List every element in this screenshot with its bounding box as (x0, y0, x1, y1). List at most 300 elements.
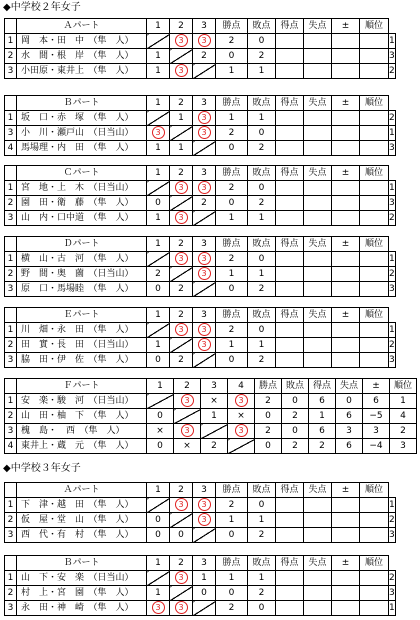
pair-name: 山 下・安 楽 （日当山） (17, 571, 147, 586)
column-header: 順位 (390, 379, 417, 394)
self-match-cell (147, 252, 170, 267)
column-header: 1 (147, 483, 170, 498)
pair-name: 脇 田・伊 佐 （隼 人） (17, 353, 147, 368)
stat-cell (276, 49, 304, 64)
table-row (5, 338, 396, 353)
win-score-cell (193, 498, 216, 513)
win-mark: 3 (175, 34, 188, 47)
win-mark: 3 (181, 394, 194, 407)
stat-cell (360, 586, 389, 601)
match-score-cell: 1 (170, 111, 193, 126)
stat-cell: 2 (216, 126, 248, 141)
header-blank (5, 96, 17, 111)
row-number: 2 (5, 267, 17, 282)
pair-name: 山 内・口中道 （隼 人） (17, 211, 147, 226)
stat-cell (332, 49, 360, 64)
row-number: 3 (5, 211, 17, 226)
stat-cell (304, 282, 332, 297)
pair-name: 小田原・東井上 （隼 人） (17, 64, 147, 79)
stat-cell: 2 (282, 409, 309, 424)
stat-cell (332, 196, 360, 211)
table-row (5, 111, 396, 126)
column-header: 3 (201, 379, 228, 394)
win-score-cell (193, 267, 216, 282)
stat-cell (304, 338, 332, 353)
win-score-cell (170, 211, 193, 226)
win-mark: 3 (235, 424, 248, 437)
stat-cell: 1 (248, 267, 276, 282)
rank-cell: 1 (389, 601, 396, 616)
column-header: 3 (193, 483, 216, 498)
match-score-cell: 2 (170, 282, 193, 297)
pool-table (4, 18, 396, 79)
column-header: 失点 (304, 483, 332, 498)
match-score-cell: 0 (147, 513, 170, 528)
stat-cell (304, 49, 332, 64)
match-score-cell: 2 (170, 353, 193, 368)
rank-cell: 2 (389, 64, 396, 79)
row-number: 2 (5, 409, 17, 424)
stat-cell: 6 (309, 394, 336, 409)
column-header: 3 (193, 556, 216, 571)
rank-cell: 4 (390, 409, 417, 424)
column-header: 1 (147, 166, 170, 181)
stat-cell: 0 (216, 586, 248, 601)
rank-cell: 3 (390, 439, 417, 454)
stat-cell (304, 211, 332, 226)
stat-cell (276, 141, 304, 156)
stat-cell (332, 353, 360, 368)
stat-cell: 0 (248, 34, 276, 49)
stat-cell: 2 (216, 252, 248, 267)
win-score-cell (170, 34, 193, 49)
self-match-cell (193, 141, 216, 156)
win-score-cell (193, 252, 216, 267)
self-match-cell (170, 196, 193, 211)
self-match-cell (170, 338, 193, 353)
win-mark: 3 (198, 338, 211, 351)
pair-name: 西 代・有 村 （隼 人） (17, 528, 147, 543)
column-header: 勝点 (216, 166, 248, 181)
stat-cell: 2 (255, 424, 282, 439)
column-header: 2 (170, 308, 193, 323)
stat-cell: 2 (282, 439, 309, 454)
table-row (5, 323, 396, 338)
rank-cell: 2 (389, 211, 396, 226)
self-match-cell (193, 601, 216, 616)
table-row (5, 181, 396, 196)
stat-cell (332, 126, 360, 141)
column-header: 敗点 (248, 237, 276, 252)
match-score-cell: × (201, 394, 228, 409)
win-mark: 3 (175, 323, 188, 336)
pair-name: 小 川・瀬戸山 （日当山） (17, 126, 147, 141)
stat-cell: 0 (255, 439, 282, 454)
pool-name: Ａパート (17, 19, 147, 34)
row-number: 2 (5, 49, 17, 64)
stat-cell (332, 513, 360, 528)
column-header: ± (332, 19, 360, 34)
header-blank (5, 556, 17, 571)
row-number: 3 (5, 126, 17, 141)
stat-cell (304, 196, 332, 211)
table-row (5, 141, 396, 156)
column-header: 順位 (360, 556, 389, 571)
stat-cell: 2 (248, 528, 276, 543)
stat-cell (360, 141, 389, 156)
win-score-cell (193, 513, 216, 528)
column-header: 勝点 (216, 237, 248, 252)
stat-cell (304, 323, 332, 338)
match-score-cell: × (147, 424, 174, 439)
stat-cell (276, 34, 304, 49)
match-score-cell: 0 (147, 353, 170, 368)
pool-name: Ａパート (17, 483, 147, 498)
win-score-cell (193, 34, 216, 49)
stat-cell (360, 528, 389, 543)
stat-cell: 1 (248, 211, 276, 226)
stat-cell: 6 (363, 394, 390, 409)
row-number: 2 (5, 338, 17, 353)
column-header: 勝点 (216, 483, 248, 498)
stat-cell: 1 (216, 111, 248, 126)
column-header: 2 (174, 379, 201, 394)
match-score-cell: × (174, 439, 201, 454)
row-number: 1 (5, 111, 17, 126)
section-title: ◆中学校２年女子 (3, 2, 81, 13)
win-mark: 3 (152, 601, 165, 614)
win-mark: 3 (235, 394, 248, 407)
stat-cell (360, 196, 389, 211)
column-header: 勝点 (216, 19, 248, 34)
stat-cell: 1 (216, 513, 248, 528)
pair-name: 馬場理・内 田 （隼 人） (17, 141, 147, 156)
stat-cell: 2 (248, 196, 276, 211)
stat-cell: 2 (248, 586, 276, 601)
stat-cell: 0 (216, 141, 248, 156)
column-header: 1 (147, 308, 170, 323)
win-mark: 3 (198, 267, 211, 280)
column-header: 得点 (276, 237, 304, 252)
match-score-cell: 1 (201, 409, 228, 424)
pair-name: 坂 口・赤 塚 （隼 人） (17, 111, 147, 126)
pool-table (4, 165, 396, 226)
win-mark: 3 (198, 34, 211, 47)
rank-cell: 2 (389, 513, 396, 528)
stat-cell (276, 498, 304, 513)
stat-cell: 0 (248, 181, 276, 196)
pair-name: 宮 地・上 木 （日当山） (17, 181, 147, 196)
win-score-cell (170, 252, 193, 267)
match-score-cell: 0 (147, 282, 170, 297)
self-match-cell (147, 34, 170, 49)
column-header: 得点 (276, 308, 304, 323)
pair-name: 仮 屋・堂 山 （隼 人） (17, 513, 147, 528)
pair-name: 東井上・蔵 元 （隼 人） (17, 439, 147, 454)
rank-cell: 3 (389, 196, 396, 211)
stat-cell: 1 (248, 571, 276, 586)
match-score-cell: 2 (201, 439, 228, 454)
stat-cell: 0 (248, 126, 276, 141)
rank-cell: 3 (389, 586, 396, 601)
stat-cell: 0 (336, 394, 363, 409)
table-row (5, 126, 396, 141)
table-row (5, 211, 396, 226)
column-header: 順位 (360, 96, 389, 111)
column-header: 勝点 (216, 556, 248, 571)
stat-cell (360, 111, 389, 126)
row-number: 4 (5, 141, 17, 156)
match-score-cell: 0 (147, 196, 170, 211)
stat-cell: 6 (309, 424, 336, 439)
column-header: 順位 (360, 308, 389, 323)
stat-cell: 1 (216, 571, 248, 586)
stat-cell (304, 267, 332, 282)
stat-cell (332, 498, 360, 513)
row-number: 2 (5, 513, 17, 528)
pool-table (4, 307, 396, 368)
stat-cell: 0 (216, 528, 248, 543)
win-mark: 3 (175, 211, 188, 224)
stat-cell (304, 528, 332, 543)
win-score-cell (174, 424, 201, 439)
pool-name: Ｃパート (17, 166, 147, 181)
row-number: 3 (5, 601, 17, 616)
row-number: 4 (5, 439, 17, 454)
stat-cell: 0 (216, 282, 248, 297)
match-score-cell: 0 (147, 439, 174, 454)
stat-cell (360, 323, 389, 338)
header-blank (5, 237, 17, 252)
self-match-cell (193, 64, 216, 79)
win-score-cell (228, 394, 255, 409)
table-row (5, 353, 396, 368)
stat-cell (276, 571, 304, 586)
table-row (5, 64, 396, 79)
self-match-cell (170, 267, 193, 282)
match-score-cell: 1 (147, 49, 170, 64)
column-header: 得点 (276, 166, 304, 181)
stat-cell (276, 126, 304, 141)
self-match-cell (170, 126, 193, 141)
stat-cell (332, 338, 360, 353)
pair-name: 田 實・長 田 （日当山） (17, 338, 147, 353)
stat-cell: 2 (248, 353, 276, 368)
column-header: 3 (193, 237, 216, 252)
self-match-cell (193, 211, 216, 226)
header-blank (5, 483, 17, 498)
match-score-cell: 0 (147, 409, 174, 424)
stat-cell (360, 64, 389, 79)
win-score-cell (228, 424, 255, 439)
rank-cell: 2 (389, 338, 396, 353)
stat-cell: 2 (216, 181, 248, 196)
stat-cell (332, 282, 360, 297)
row-number: 3 (5, 353, 17, 368)
stat-cell (332, 211, 360, 226)
table-row (5, 394, 417, 409)
win-mark: 3 (198, 498, 211, 511)
column-header: 得点 (276, 96, 304, 111)
stat-cell (332, 586, 360, 601)
column-header: 4 (228, 379, 255, 394)
pool-table (4, 482, 396, 543)
stat-cell (304, 601, 332, 616)
header-blank (5, 379, 17, 394)
win-score-cell (170, 498, 193, 513)
rank-cell: 2 (390, 424, 417, 439)
win-mark: 3 (198, 126, 211, 139)
stat-cell: 6 (336, 439, 363, 454)
stat-cell (276, 586, 304, 601)
rank-cell: 3 (389, 528, 396, 543)
pool-table (4, 236, 396, 297)
stat-cell (276, 338, 304, 353)
stat-cell (304, 126, 332, 141)
table-row (5, 267, 396, 282)
column-header: ± (363, 379, 390, 394)
row-number: 2 (5, 196, 17, 211)
stat-cell (360, 513, 389, 528)
stat-cell (360, 267, 389, 282)
table-row (5, 439, 417, 454)
column-header: 順位 (360, 483, 389, 498)
column-header: 1 (147, 379, 174, 394)
win-score-cell (170, 64, 193, 79)
self-match-cell (193, 528, 216, 543)
win-score-cell (170, 181, 193, 196)
stat-cell (332, 111, 360, 126)
column-header: 2 (170, 237, 193, 252)
table-row (5, 586, 396, 601)
stat-cell: 0 (282, 424, 309, 439)
column-header: 失点 (304, 166, 332, 181)
stat-cell (360, 571, 389, 586)
row-number: 1 (5, 571, 17, 586)
pair-name: 槐 島・ 西 （隼 人） (17, 424, 147, 439)
match-score-cell: 0 (147, 528, 170, 543)
stat-cell (304, 498, 332, 513)
column-header: 敗点 (248, 166, 276, 181)
stat-cell (276, 282, 304, 297)
rank-cell: 1 (389, 498, 396, 513)
pair-name: 村 上・宮 園 （隼 人） (17, 586, 147, 601)
stat-cell (276, 528, 304, 543)
stat-cell: 0 (248, 498, 276, 513)
stat-cell (360, 126, 389, 141)
table-row (5, 498, 396, 513)
stat-cell (332, 181, 360, 196)
column-header: 失点 (304, 237, 332, 252)
pair-name: 原 口・馬場睦 （隼 人） (17, 282, 147, 297)
column-header: 得点 (276, 556, 304, 571)
stat-cell (276, 513, 304, 528)
pair-name: 野 間・奥 薗 （日当山） (17, 267, 147, 282)
row-number: 1 (5, 34, 17, 49)
column-header: ± (332, 308, 360, 323)
header-blank (5, 166, 17, 181)
stat-cell: 2 (216, 601, 248, 616)
stat-cell: 1 (216, 267, 248, 282)
column-header: 得点 (276, 483, 304, 498)
column-header: 順位 (360, 166, 389, 181)
column-header: 2 (170, 483, 193, 498)
rank-cell: 3 (389, 141, 396, 156)
win-score-cell (147, 601, 170, 616)
stat-cell (332, 252, 360, 267)
stat-cell (332, 528, 360, 543)
stat-cell (360, 498, 389, 513)
column-header: ± (332, 166, 360, 181)
self-match-cell (147, 323, 170, 338)
stat-cell: 1 (248, 338, 276, 353)
stat-cell (276, 353, 304, 368)
stat-cell (304, 571, 332, 586)
stat-cell: 1 (248, 111, 276, 126)
win-score-cell (193, 126, 216, 141)
win-mark: 3 (175, 64, 188, 77)
pool-table (4, 95, 396, 156)
table-row (5, 409, 417, 424)
pair-name: 安 楽・駿 河 （日当山） (17, 394, 147, 409)
row-number: 3 (5, 424, 17, 439)
column-header: 1 (147, 96, 170, 111)
self-match-cell (147, 571, 170, 586)
rank-cell: 3 (389, 49, 396, 64)
win-score-cell (193, 111, 216, 126)
match-score-cell: 1 (147, 141, 170, 156)
rank-cell: 2 (389, 571, 396, 586)
column-header: 2 (170, 556, 193, 571)
row-number: 1 (5, 181, 17, 196)
self-match-cell (170, 586, 193, 601)
self-match-cell (228, 439, 255, 454)
column-header: 2 (170, 166, 193, 181)
stat-cell: 3 (363, 424, 390, 439)
win-score-cell (170, 571, 193, 586)
win-score-cell (193, 338, 216, 353)
column-header: 2 (170, 19, 193, 34)
table-row (5, 601, 396, 616)
stat-cell: 1 (248, 513, 276, 528)
self-match-cell (147, 181, 170, 196)
win-mark: 3 (152, 126, 165, 139)
column-header: 1 (147, 237, 170, 252)
column-header: 敗点 (248, 308, 276, 323)
stat-cell: 2 (216, 323, 248, 338)
self-match-cell (170, 49, 193, 64)
section-title: ◆中学校３年女子 (3, 463, 81, 474)
rank-cell: 1 (389, 34, 396, 49)
column-header: 順位 (360, 19, 389, 34)
win-mark: 3 (198, 252, 211, 265)
stat-cell: 2 (255, 394, 282, 409)
stat-cell (276, 181, 304, 196)
stat-cell (360, 252, 389, 267)
stat-cell (360, 338, 389, 353)
stat-cell (360, 181, 389, 196)
pool-name: Ｂパート (17, 556, 147, 571)
pair-name: 園 田・衛 藤 （隼 人） (17, 196, 147, 211)
stat-cell (304, 513, 332, 528)
column-header: 失点 (304, 19, 332, 34)
self-match-cell (193, 353, 216, 368)
stat-cell: 0 (248, 252, 276, 267)
stat-cell: −4 (363, 439, 390, 454)
column-header: 1 (147, 556, 170, 571)
match-score-cell: 0 (193, 586, 216, 601)
column-header: 3 (193, 96, 216, 111)
